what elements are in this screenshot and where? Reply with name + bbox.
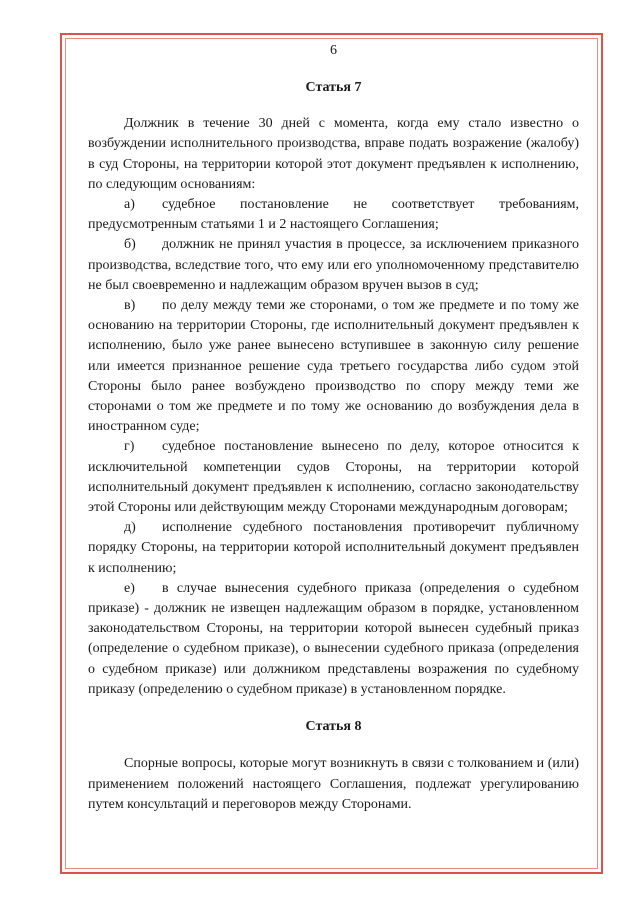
list-item-b — [88, 235, 579, 296]
document-body — [88, 41, 579, 815]
list-item-g — [88, 437, 579, 518]
list-item-a — [88, 195, 579, 235]
list-item-e — [88, 579, 579, 700]
list-item-label: а) — [124, 197, 135, 213]
article-8-title: Статья 8 — [305, 719, 362, 735]
list-item-text: судебное постановление вынесено по делу, которое относится к исключительной компетенции судов Стороны, на территории которой исполнительный документ предъявлен к исполнению, согласно законодательству этой Стороны или действующим между Сторонами международным договорам; — [88, 439, 579, 516]
list-item-d — [88, 518, 579, 579]
list-item-label: в) — [124, 298, 136, 314]
article-8-text: Спорные вопросы, которые могут возникнуть в связи с толкованием и (или) применением положений настоящего Соглашения, подлежат урегулированию путем консультаций и переговоров между Сторонами. — [88, 756, 579, 812]
article-7-title: Статья 7 — [305, 80, 362, 95]
list-item-label: г) — [124, 439, 135, 455]
list-item-text: в случае вынесения судебного приказа (определения о судебном приказе) - должник не извещен надлежащим образом в порядке, установленном законодательством Стороны, на территории которой вынесен судебный приказ (определение о судебном приказе), о вынесении судебного приказа (определения о судебном приказе) или должником представлены возражения по судебному приказу (определению о судебном приказе) в установленном порядке. — [88, 580, 579, 697]
list-item-text: должник не принял участия в процессе, за исключением приказного производства, вследствие того, что ему или его уполномоченному представителю не был своевременно и надлежащим образом вручен вызов в суд; — [88, 237, 579, 293]
list-item-text: исполнение судебного постановления противоречит публичному порядку Стороны, на территории которой исполнительный документ предъявлен к исполнению; — [88, 520, 579, 576]
list-item-text: по делу между теми же сторонами, о том же предмете и по тому же основанию на территории Стороны, где исполнительный документ предъявлен к исполнению, было уже ранее вынесено вступившее в законную силу решение или имеется признанное решение суда третьего государства либо судом этой Стороны было ранее возбуждено производство по спору между теми же сторонами о том же предмете и по тому же основанию до возбуждения дела в иностранном суде; — [88, 298, 579, 435]
list-item-label: д) — [124, 520, 136, 536]
list-item-label: е) — [124, 580, 135, 596]
list-item-v — [88, 296, 579, 437]
page-number: 6 — [330, 43, 337, 58]
list-item-text: судебное постановление не соответствует требованиям, предусмотренным статьями 1 и 2 настоящего Соглашения; — [88, 197, 579, 233]
list-item-label: б) — [124, 237, 136, 253]
article-7-intro: Должник в течение 30 дней с момента, когда ему стало известно о возбуждении исполнительного производства, вправе подать возражение (жалобу) в суд Стороны, на территории которой этот документ предъявлен к исполнению, по следующим основаниям: — [88, 116, 579, 192]
